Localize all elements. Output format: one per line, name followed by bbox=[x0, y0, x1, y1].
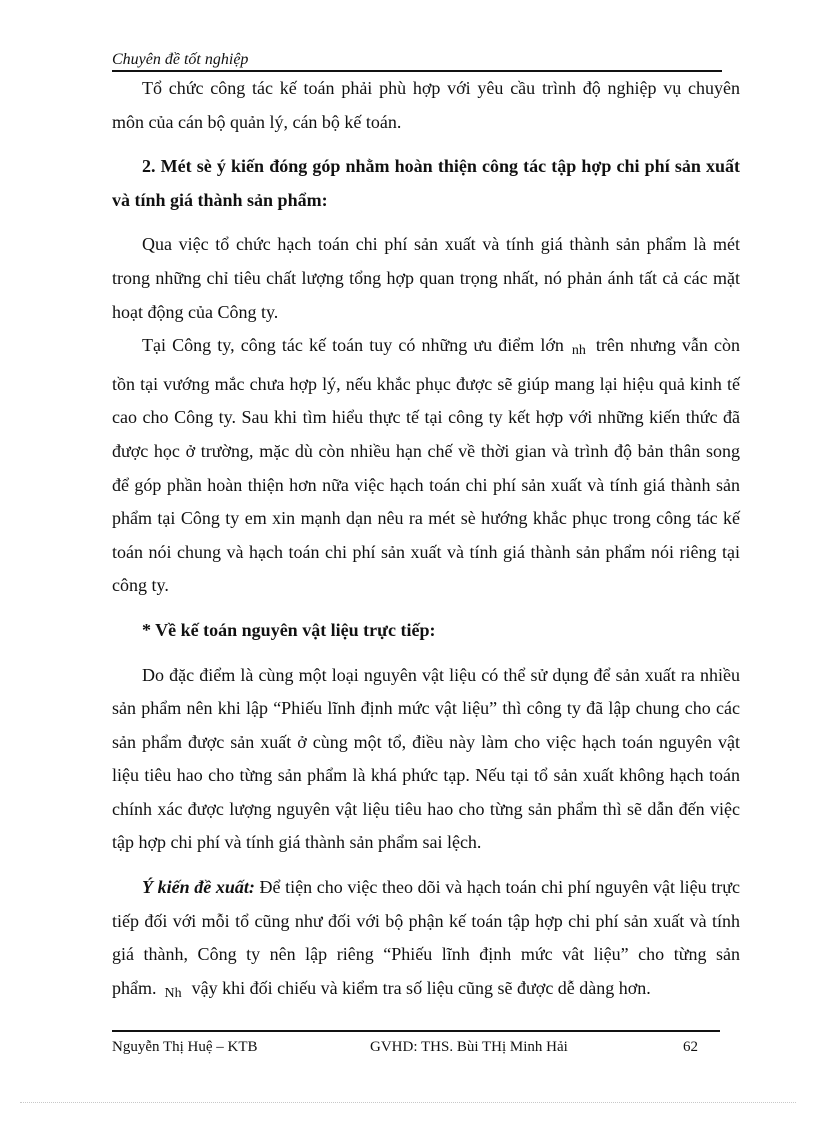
paragraph-3-mark: nh bbox=[571, 343, 586, 359]
paragraph-3 bbox=[112, 329, 740, 603]
header-title: Chuyên đề tốt nghiệp bbox=[112, 51, 249, 68]
proposal-label: Ý kiến đề xuất bbox=[142, 877, 249, 898]
paragraph-5-part-b: vậy khi đối chiếu và kiểm tra số liệu cũng sẽ được dễ dàng hơn. bbox=[191, 977, 651, 998]
footer-advisor: GVHD: THS. Bùi THị Minh Hải bbox=[370, 1039, 568, 1055]
document-body bbox=[112, 72, 740, 1010]
footer-author: Nguyễn Thị Huệ – KTB bbox=[112, 1039, 258, 1055]
section-heading-2: 2. Mét sè ý kiến đóng góp nhằm hoàn thiện công tác tập hợp chi phí sản xuất và tính giá thành sản phẩm: bbox=[112, 156, 740, 210]
section-heading-raw-materials: * Về kế toán nguyên vật liệu trực tiếp: bbox=[142, 619, 436, 640]
page-edge-dotted-line bbox=[20, 1102, 796, 1103]
paragraph-2: Qua việc tổ chức hạch toán chi phí sản xuất và tính giá thành sản phẩm là mét trong những chỉ tiêu chất lượng tổng hợp quan trọng nhất, nó phản ánh tất cả các mặt hoạt động của Công ty. bbox=[112, 234, 740, 322]
paragraph-3-part-b: trên nhưng vẫn còn tồn tại vướng mắc chưa hợp lý, nếu khắc phục được sẽ giúp mang lại hiệu quả kinh tế cao cho Công ty. Sau khi tìm hiểu thực tế tại công ty kết hợp với những kiến thức đã được học ở trường, mặc dù còn nhiều hạn chế về thời gian và trình độ bản thân song để góp phần hoàn thiện hơn nữa việc hạch toán chi phí sản xuất và tính giá thành sản phẩm tại Công ty em xin mạnh dạn nêu ra mét sè hướng khắc phục trong công tác kế toán nói chung và hạch toán chi phí sản xuất và tính giá thành sản phẩm nói riêng tại công ty. bbox=[112, 335, 740, 596]
paragraph-4: Do đặc điểm là cùng một loại nguyên vật liệu có thể sử dụng để sản xuất ra nhiều sản phẩm nên khi lập “Phiếu lĩnh định mức vật liệu” thì công ty đã lập chung cho các sản phẩm được sản xuất ở cùng một tổ, điều này làm cho việc hạch toán nguyên vật liệu tiêu hao cho từng sản phẩm là khá phức tạp. Nếu tại tổ sản xuất không hạch toán chính xác được lượng nguyên vật liệu tiêu hao cho từng sản phẩm thì sẽ dẫn đến việc tập hợp chi phí và tính giá thành sản phẩm sai lệch. bbox=[112, 664, 740, 853]
proposal-label-colon: : bbox=[248, 877, 255, 898]
paragraph-5-mark: Nh bbox=[164, 985, 182, 1001]
paragraph-3-part-a: Tại Công ty, công tác kế toán tuy có những ưu điểm lớn bbox=[142, 335, 564, 356]
paragraph-5 bbox=[112, 871, 740, 1010]
running-header bbox=[112, 50, 722, 72]
paragraph-5-part-a: Để tiện cho việc theo dõi và hạch toán chi phí nguyên vật liệu trực tiếp đối với mỗi tổ cũng như đối với bộ phận kế toán tập hợp chi phí sản xuất và tính giá thành, Công ty nên lập riêng “Phiếu lĩnh định mức vât liệu” cho từng sản phẩm. bbox=[112, 877, 740, 998]
page-number: 62 bbox=[683, 1039, 698, 1055]
paragraph-1: Tổ chức công tác kế toán phải phù hợp với yêu cầu trình độ nghiệp vụ chuyên môn của cán bộ quản lý, cán bộ kế toán. bbox=[112, 78, 740, 132]
footer-rule bbox=[112, 1030, 720, 1032]
